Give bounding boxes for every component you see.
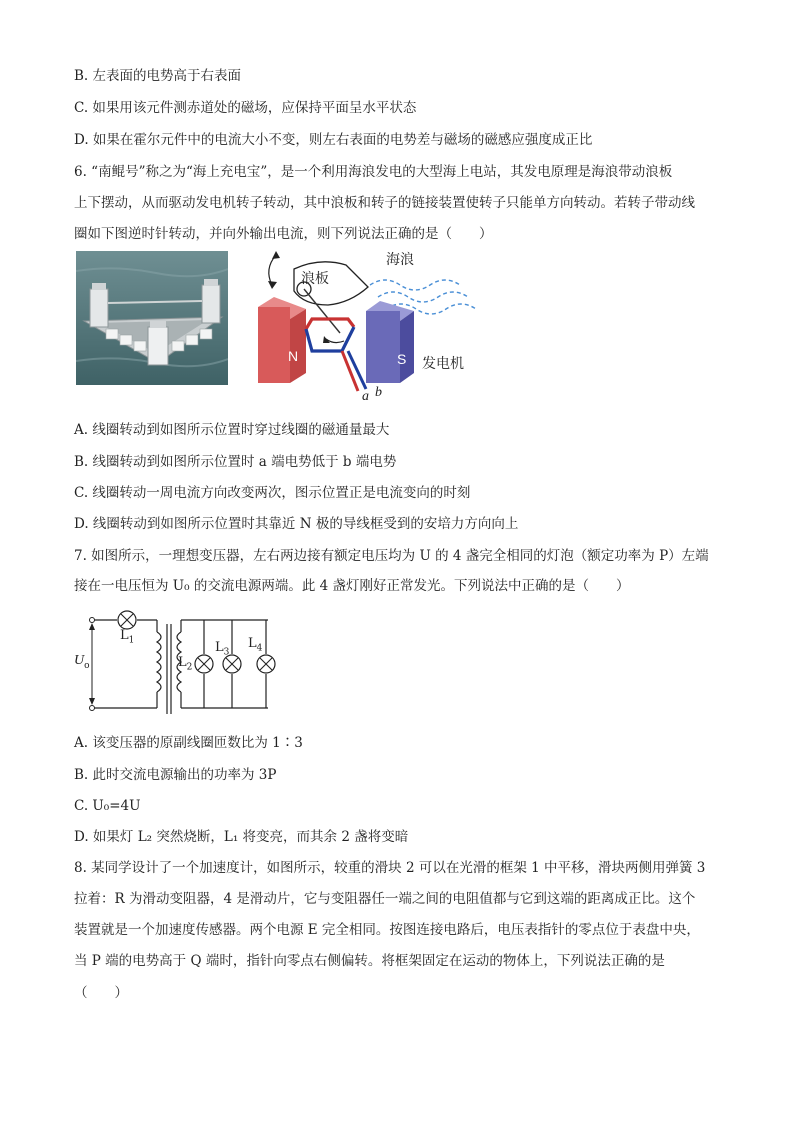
platform-photo <box>76 251 228 385</box>
q7-option-d: D. 如果灯 L₂ 突然烧断，L₁ 将变亮，而其余 2 盏将变暗 <box>74 829 409 845</box>
q5-option-d: D. 如果在霍尔元件中的电流大小不变，则左右表面的电势差与磁场的磁感应强度成正比 <box>74 132 593 148</box>
q6-option-d: D. 线圈转动到如图所示位置时其靠近 N 极的导线框受到的安培力方向向上 <box>74 516 519 532</box>
q6-option-a: A. 线圈转动到如图所示位置时穿过线圈的磁通量最大 <box>74 422 390 438</box>
terminal-b-label: b <box>375 385 382 400</box>
q5-option-b: B. 左表面的电势高于右表面 <box>74 68 242 84</box>
q8-stem-line2: 拉着：R 为滑动变阻器，4 是滑动片，它与变阻器任一端之间的电阻值都与它到这端的距离成正比。这个 <box>74 891 696 907</box>
wave-label: 海浪 <box>386 252 414 268</box>
generator-label: 发电机 <box>422 356 464 372</box>
q8-stem-line4: 当 P 端的电势高于 Q 端时，指针向零点右侧偏转。将框架固定在运动的物体上，下列说法正确的是 <box>74 953 665 969</box>
q7-option-b: B. 此时交流电源输出的功率为 3P <box>74 767 277 783</box>
q7-stem-line2: 接在一电压恒为 U₀ 的交流电源两端。此 4 盏灯刚好正常发光。下列说法中正确的是（ ） <box>74 578 630 594</box>
q8-stem-line1: 8. 某同学设计了一个加速度计，如图所示，较重的滑块 2 可以在光滑的框架 1 中平移，滑块两侧用弹簧 3 <box>74 860 706 876</box>
magnet-n-label: N <box>288 348 299 364</box>
board-label: 浪板 <box>301 271 329 287</box>
generator-diagram <box>250 247 480 407</box>
q6-stem-line2: 上下摆动，从而驱动发电机转子转动，其中浪板和转子的链接装置使转子只能单方向转动。若转子带动线 <box>74 195 695 211</box>
q6-option-c: C. 线圈转动一周电流方向改变两次，图示位置正是电流变向的时刻 <box>74 485 471 501</box>
lamp-l4-label: $L_4$ <box>248 636 263 654</box>
q6-stem-line1: 6. “南鲲号”称之为“海上充电宝”，是一个利用海浪发电的大型海上电站，其发电原理是海浪带动浪板 <box>74 164 673 180</box>
transformer-circuit <box>72 606 282 720</box>
q8-stem-line3: 装置就是一个加速度传感器。两个电源 E 完全相同。按图连接电路后，电压表指针的零点位于表盘中央， <box>74 922 700 938</box>
terminal-a-label: a <box>362 389 369 404</box>
q6-option-b: B. 线圈转动到如图所示位置时 a 端电势低于 b 端电势 <box>74 454 397 470</box>
lamp-l2-label: $L_2$ <box>178 655 193 673</box>
q5-option-c: C. 如果用该元件测赤道处的磁场，应保持平面呈水平状态 <box>74 100 417 116</box>
q7-option-a: A. 该变压器的原副线圈匝数比为 1∶3 <box>74 735 303 751</box>
lamp-l3-label: $L_3$ <box>215 640 230 658</box>
q7-stem-line1: 7. 如图所示，一理想变压器，左右两边接有额定电压均为 U 的 4 盏完全相同的灯泡（额定功率为 P）左端 <box>74 548 709 564</box>
q7-option-c: C. U₀=4U <box>74 798 141 814</box>
magnet-s-label: S <box>397 351 407 367</box>
u0-label: $U_o$ <box>74 653 90 671</box>
q6-stem-line3: 圈如下图逆时针转动，并向外输出电流，则下列说法正确的是（ ） <box>74 226 493 242</box>
q8-stem-line5: （ ） <box>74 985 128 1001</box>
lamp-l1-label: $L_1$ <box>120 628 135 646</box>
